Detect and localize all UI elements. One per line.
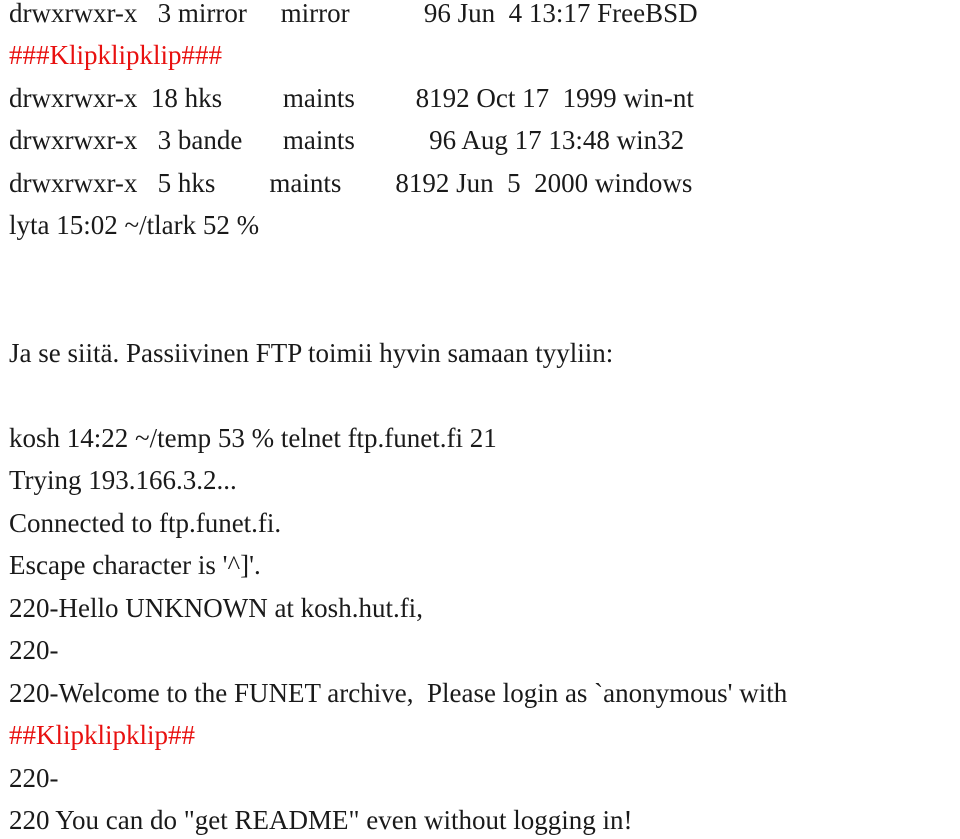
ftp-220-blank-1: 220- [9, 635, 59, 665]
listing-line-win-nt: drwxrwxr-x 18 hks maints 8192 Oct 17 1999 win-nt [9, 83, 694, 113]
telnet-escape: Escape character is '^]'. [9, 550, 261, 580]
shell-prompt-1: lyta 15:02 ~/tlark 52 % [9, 210, 260, 240]
ftp-220-blank-2: 220- [9, 763, 59, 793]
ftp-welcome: 220-Welcome to the FUNET archive, Please login as `anonymous' with [9, 678, 788, 708]
listing-line-windows: drwxrwxr-x 5 hks maints 8192 Jun 5 2000 windows [9, 168, 693, 198]
listing-line-freebsd: drwxrwxr-x 3 mirror mirror 96 Jun 4 13:17 FreeBSD [9, 0, 698, 28]
telnet-connected: Connected to ftp.funet.fi. [9, 508, 282, 538]
clip-marker-1: ###Klipklipklip### [9, 40, 223, 70]
ftp-hello: 220-Hello UNKNOWN at kosh.hut.fi, [9, 593, 423, 623]
passive-ftp-intro: Ja se siitä. Passiivinen FTP toimii hyvin samaan tyyliin: [9, 338, 614, 368]
ftp-readme: 220 You can do "get README" even without logging in! [9, 805, 633, 835]
shell-prompt-telnet: kosh 14:22 ~/temp 53 % telnet ftp.funet.fi 21 [9, 423, 497, 453]
telnet-trying: Trying 193.166.3.2... [9, 465, 237, 495]
clip-marker-2: ##Klipklipklip## [9, 720, 196, 750]
listing-line-win32: drwxrwxr-x 3 bande maints 96 Aug 17 13:48 win32 [9, 125, 685, 155]
